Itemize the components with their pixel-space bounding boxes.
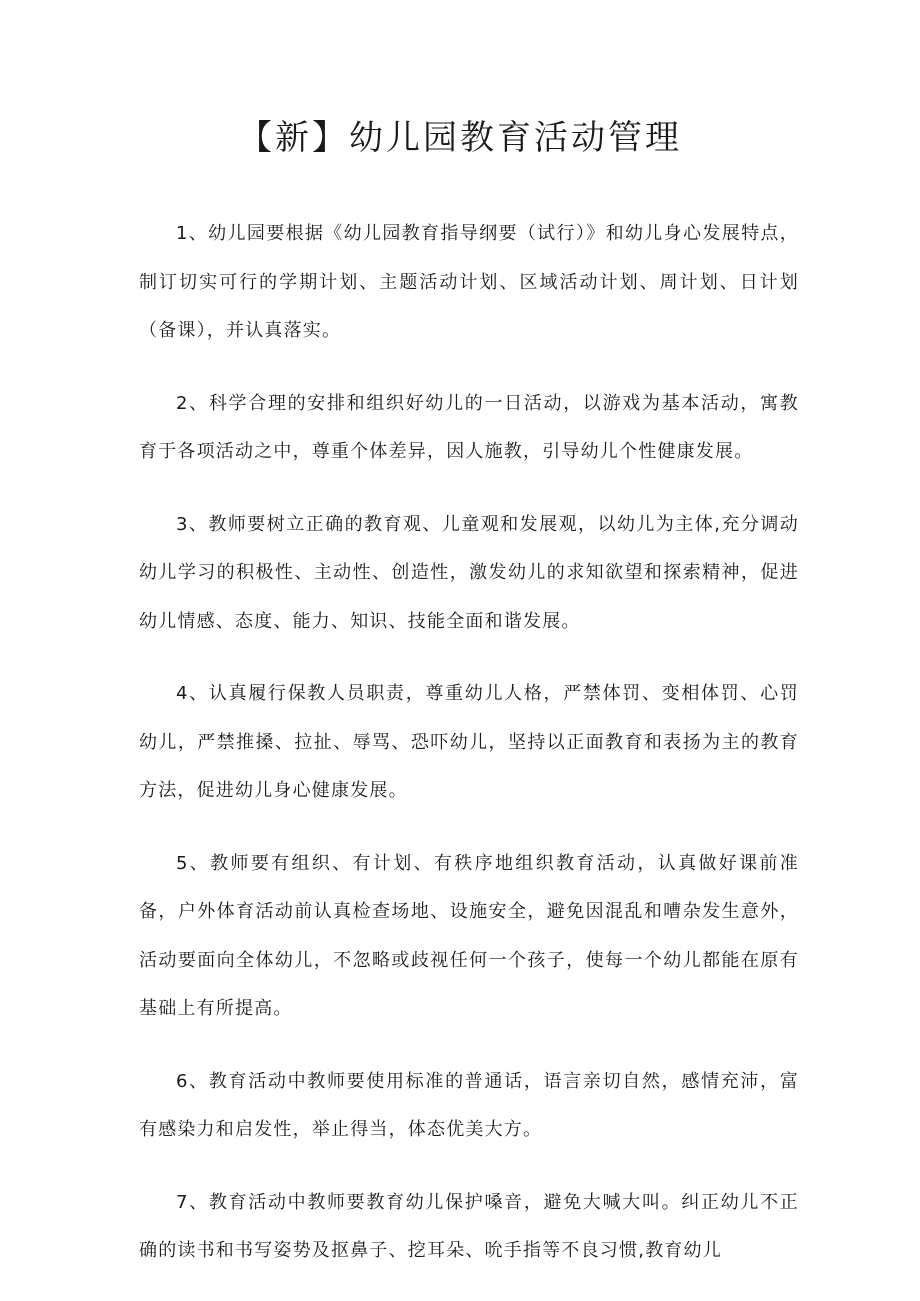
paragraph-3: 3、教师要树立正确的教育观、儿童观和发展观，以幼儿为主体,充分调动幼儿学习的积极性、主动性、创造性，激发幼儿的求知欲望和探索精神，促进幼儿情感、态度、能力、知识、技能全面和谐发展。 <box>139 513 799 632</box>
document-body <box>139 210 799 1300</box>
paragraph-4: 4、认真履行保教人员职责，尊重幼儿人格，严禁体罚、变相体罚、心罚幼儿，严禁推搡、拉扯、辱骂、恐吓幼儿，坚持以正面教育和表扬为主的教育方法，促进幼儿身心健康发展。 <box>139 683 799 801</box>
paragraph-1: 1、幼儿园要根据《幼儿园教育指导纲要（试行）》和幼儿身心发展特点，制订切实可行的学期计划、主题活动计划、区域活动计划、周计划、日计划（备课），并认真落实。 <box>139 223 799 341</box>
paragraph-6: 6、教育活动中教师要使用标准的普通话，语言亲切自然，感情充沛，富有感染力和启发性，举止得当，体态优美大方。 <box>139 1070 799 1140</box>
paragraph-5: 5、教师要有组织、有计划、有秩序地组织教育活动，认真做好课前准备，户外体育活动前认真检查场地、设施安全，避免因混乱和嘈杂发生意外，活动要面向全体幼儿，不忽略或歧视任何一个孩子，使每一个幼儿都能在原有基础上有所提高。 <box>139 852 799 1019</box>
document-title: 【新】幼儿园教育活动管理 <box>238 118 682 158</box>
paragraph-7: 7、教育活动中教师要教育幼儿保护嗓音，避免大喊大叫。纠正幼儿不正确的读书和书写姿势及抠鼻子、挖耳朵、吮手指等不良习惯,教育幼儿 <box>139 1191 799 1261</box>
paragraph-2: 2、科学合理的安排和组织好幼儿的一日活动，以游戏为基本活动，寓教育于各项活动之中，尊重个体差异，因人施教，引导幼儿个性健康发展。 <box>139 392 799 462</box>
